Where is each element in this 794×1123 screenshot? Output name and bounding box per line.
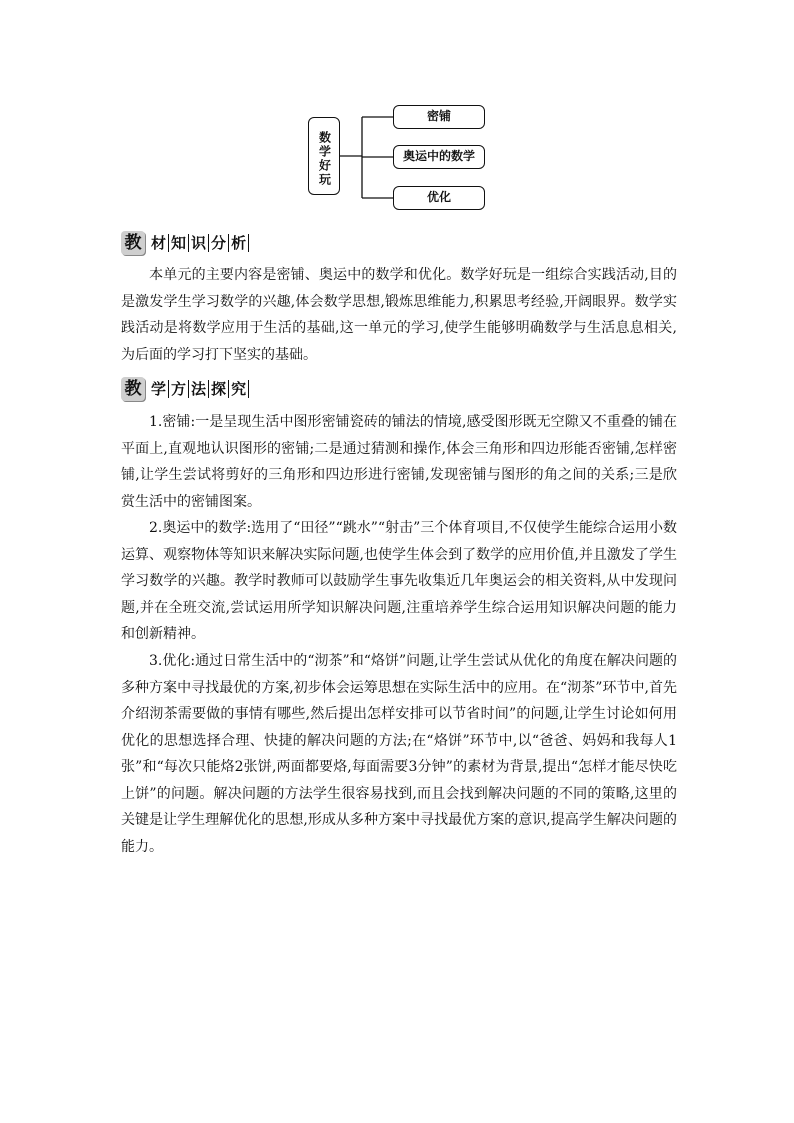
- heading-char: 方: [169, 380, 189, 398]
- mind-map: [300, 100, 500, 220]
- heading-badge: 教: [121, 377, 145, 401]
- paragraph-tessellation: [121, 409, 677, 515]
- paragraph-text: 2.奥运中的数学:选用了“田径”“跳水”“射击”三个体育项目,不仅使学生能综合运用小数运算、观察物体等知识来解决实际问题,也使学生体会到了数学的应用价值,并且激发了学生学习数学的兴趣。教学时教师可以鼓励学生事先收集近几年奥运会的相关资料,从中发现问题,并在全班交流,尝试运用所学知识解决问题,注重培养学生综合运用知识解决问题的能力和创新精神。: [121, 520, 677, 642]
- heading-char: 识: [189, 234, 209, 252]
- heading-char: 究: [229, 380, 249, 398]
- heading-char: 探: [209, 380, 229, 398]
- section-heading-textbook-analysis: [121, 231, 249, 255]
- paragraph-optimization: [121, 648, 677, 860]
- section-heading-teaching-methods: [121, 377, 249, 401]
- mind-map-branch-optimization: 优化: [393, 186, 485, 210]
- heading-badge: 教: [121, 231, 145, 255]
- paragraph-text: 本单元的主要内容是密铺、奥运中的数学和优化。数学好玩是一组综合实践活动,目的是激发学生学习数学的兴趣,体会数学思想,锻炼思维能力,积累思考经验,开阔眼界。数学实践活动是将数学应用于生活的基础,这一单元的学习,使学生能够明确数学与生活息息相关,为后面的学习打下坚实的基础。: [121, 267, 677, 363]
- heading-char: 学: [149, 380, 169, 398]
- mind-map-branch-tessellation: 密铺: [393, 105, 485, 129]
- heading-char: 析: [229, 234, 249, 252]
- heading-title: [149, 234, 249, 252]
- heading-char: 分: [209, 234, 229, 252]
- mind-map-branch-olympic-math: 奥运中的数学: [393, 145, 485, 169]
- paragraph-textbook-analysis: [121, 262, 677, 368]
- mind-map-root: 数学好玩: [308, 117, 340, 195]
- paragraph-text: 1.密铺:一是呈现生活中图形密铺瓷砖的铺法的情境,感受图形既无空隙又不重叠的铺在平面上,直观地认识图形的密铺;二是通过猜测和操作,体会三角形和四边形能否密铺,怎样密铺,让学生尝试将剪好的三角形和四边形进行密铺,发现密铺与图形的角之间的关系;三是欣赏生活中的密铺图案。: [121, 414, 677, 510]
- paragraph-text: 3.优化:通过日常生活中的“沏茶”和“烙饼”问题,让学生尝试从优化的角度在解决问题的多种方案中寻找最优的方案,初步体会运筹思想在实际生活中的应用。在“沏茶”环节中,首先介绍沏茶需要做的事情有哪些,然后提出怎样安排可以节省时间”的问题,让学生讨论如何用优化的思想选择合理、快捷的解决问题的方法;在“烙饼”环节中,以“爸爸、妈妈和我每人1张”和“每次只能烙2张饼,两面都要烙,每面需要3分钟”的素材为背景,提出“怎样才能尽快吃上饼”的问题。解决问题的方法学生很容易找到,而且会找到解决问题的不同的策略,这里的关键是让学生理解优化的思想,形成从多种方案中寻找最优方案的意识,提高学生解决问题的能力。: [121, 653, 677, 855]
- heading-char: 材: [149, 234, 169, 252]
- heading-title: [149, 380, 249, 398]
- paragraph-olympic-math: [121, 515, 677, 648]
- heading-char: 知: [169, 234, 189, 252]
- heading-char: 法: [189, 380, 209, 398]
